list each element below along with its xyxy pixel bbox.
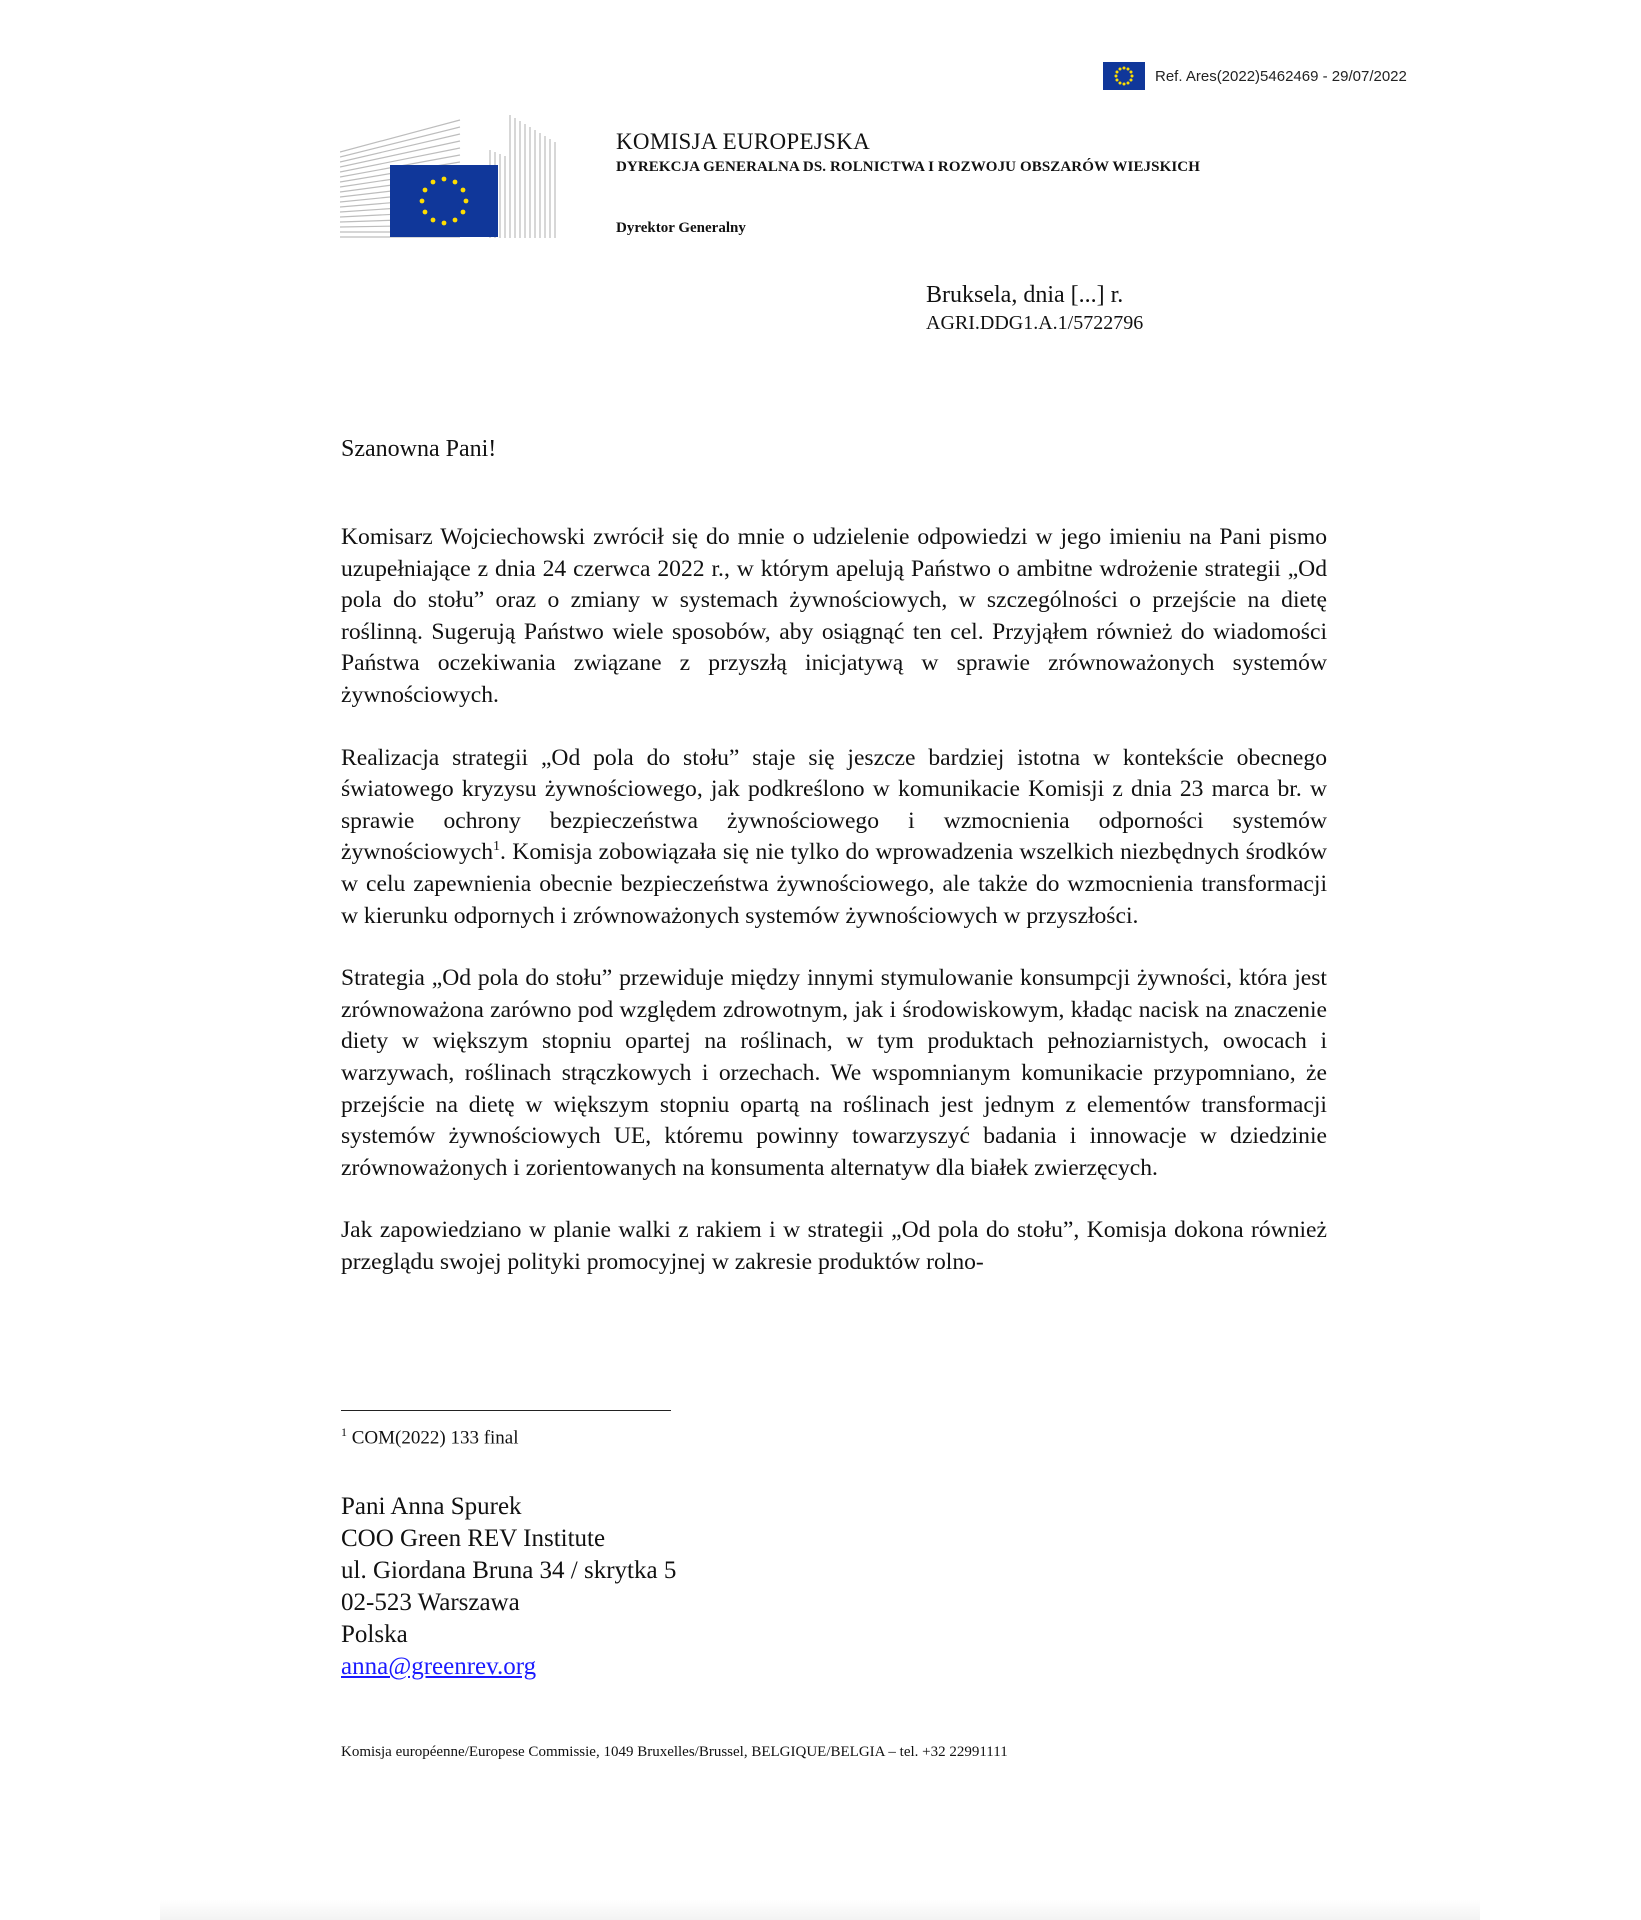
- paragraph-text: Realizacja strategii „Od pola do stołu” staje się jeszcze bardziej istotna w kontekście obecnego światowego kryzysu żywnościowego, jak podkreślono w komunikacie Komisji z dnia 23 marca br. w sprawie ochrony bezpieczeństwa żywnościowego i wzmocnienia odporności systemów żywnościowych: [341, 744, 1327, 866]
- recipient-title: COO Green REV Institute: [341, 1525, 606, 1552]
- footnote-text: COM(2022) 133 final: [347, 1427, 519, 1449]
- recipient-address: [341, 1491, 676, 1683]
- letter-date: Bruksela, dnia [...] r.: [926, 282, 1124, 308]
- page-bottom-shadow: [160, 1900, 1480, 1920]
- eu-commission-logo-icon: [340, 110, 560, 240]
- paragraph: [341, 743, 1327, 933]
- recipient-street: ul. Giordana Bruna 34 / skrytka 5: [341, 1557, 677, 1584]
- footnote-number: 1: [341, 1425, 347, 1439]
- paragraph: Jak zapowiedziano w planie walki z rakiem i w strategii „Od pola do stołu”, Komisja dokona również przeglądu swojej polityki promocyjnej w zakresie produktów rolno-: [341, 1217, 1327, 1275]
- salutation: Szanowna Pani!: [341, 436, 497, 462]
- eu-flag-icon: [1103, 62, 1145, 90]
- recipient-country: Polska: [341, 1621, 408, 1648]
- letter-reference: AGRI.DDG1.A.1/5722796: [926, 312, 1144, 334]
- directorate-name: DYREKCJA GENERALNA DS. ROLNICTWA I ROZWOJU OBSZARÓW WIEJSKICH: [616, 159, 1200, 175]
- page-footer: Komisja européenne/Europese Commissie, 1049 Bruxelles/Brussel, BELGIQUE/BELGIA – tel. +32 22991111: [341, 1744, 1008, 1760]
- sender-role: Dyrektor Generalny: [616, 220, 746, 236]
- footnote-marker: 1: [493, 839, 501, 855]
- recipient-name: Pani Anna Spurek: [341, 1493, 522, 1520]
- footnote-divider: [341, 1410, 671, 1411]
- paragraph: Komisarz Wojciechowski zwrócił się do mnie o udzielenie odpowiedzi w jego imieniu na Pani pismo uzupełniające z dnia 24 czerwca 2022 r., w którym apelują Państwo o ambitne wdrożenie strategii „Od pola do stołu” oraz o zmiany w systemach żywnościowych, w szczególności o przejście na dietę roślinną. Sugerują Państwo wiele sposobów, aby osiągnąć ten cel. Przyjąłem również do wiadomości Państwa oczekiwania związane z przyszłą inicjatywą w sprawie zrównoważonych systemów żywnościowych.: [341, 524, 1327, 708]
- recipient-city: 02-523 Warszawa: [341, 1589, 520, 1616]
- paragraph: Strategia „Od pola do stołu” przewiduje między innymi stymulowanie konsumpcji żywności, która jest zrównoważona zarówno pod względem zdrowotnym, jak i środowiskowym, kładąc nacisk na znaczenie diety w większym stopniu opartej na roślinach, w tym produktach pełnoziarnistych, owocach i warzywach, roślinach strączkowych i orzechach. We wspomnianym komunikacie przypomniano, że przejście na dietę w większym stopniu opartą na roślinach jest jednym z elementów transformacji systemów żywnościowych UE, któremu powinny towarzyszyć badania i innowacje w dziedzinie zrównoważonych i zorientowanych na konsumenta alternatyw dla białek zwierzęcych.: [341, 965, 1327, 1181]
- place-and-reference: [926, 280, 1143, 336]
- paragraph-text: . Komisja zobowiązała się nie tylko do wprowadzenia wszelkich niezbędnych środków w celu zapewnienia obecnie bezpieczeństwa żywnościowego, ale także do wzmocnienia transformacji w kierunku odpornych i zrównoważonych systemów żywnościowych w przyszłości.: [341, 839, 1327, 929]
- recipient-email-link[interactable]: anna@greenrev.org: [341, 1653, 537, 1680]
- organization-name: KOMISJA EUROPEJSKA: [616, 129, 870, 154]
- footnote: [341, 1425, 519, 1449]
- letter-body: [341, 522, 1327, 1309]
- reference-number: Ref. Ares(2022)5462469 - 29/07/2022: [1155, 67, 1407, 85]
- reference-stamp: [1103, 62, 1407, 90]
- organization-header: [616, 128, 1200, 178]
